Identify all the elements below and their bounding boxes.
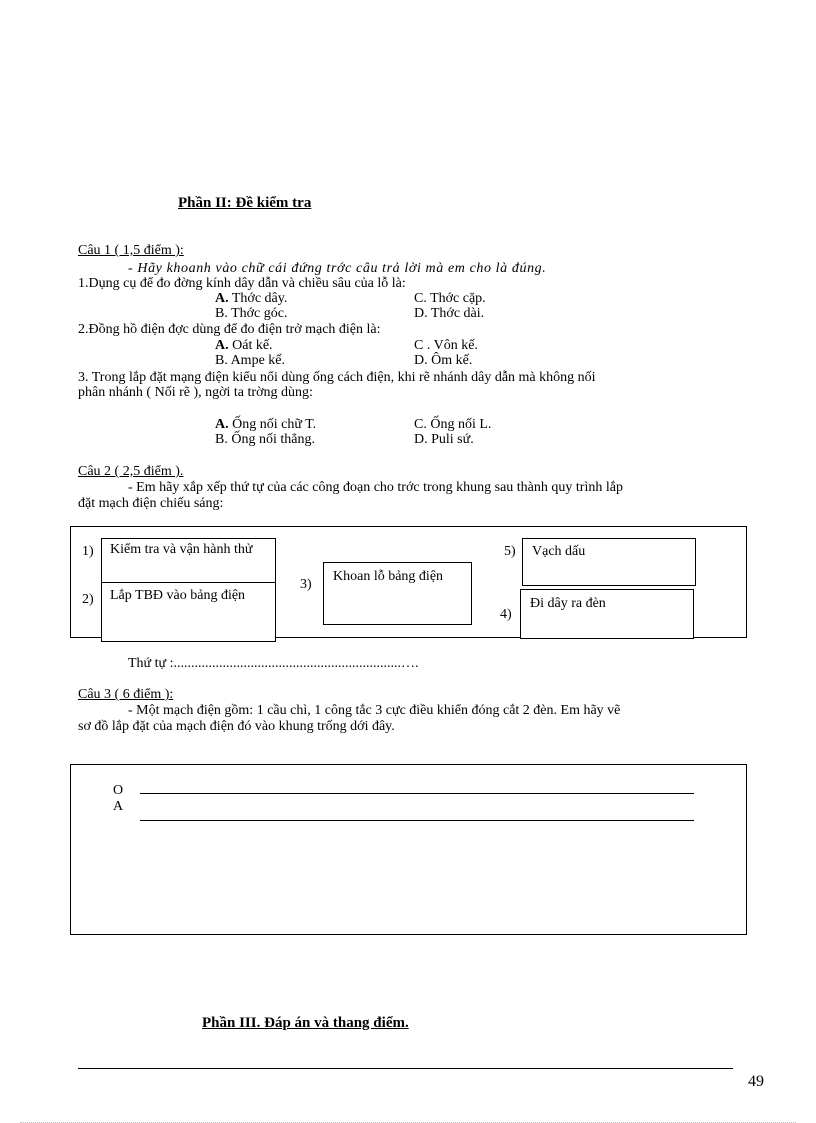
q1-item2-option-b[interactable]: B. Ampe kế. bbox=[215, 353, 285, 368]
step-box-5 bbox=[522, 538, 696, 586]
q3-instruction-line1: - Một mạch điện gồm: 1 cầu chì, 1 công tắc 3 cực điều khiển đóng cắt 2 đèn. Em hãy vẽ bbox=[128, 703, 621, 718]
q1-item1-option-b[interactable]: B. Thớc góc. bbox=[215, 306, 288, 321]
q1-item1-option-c[interactable]: C. Thớc cặp. bbox=[414, 291, 486, 306]
q1-item3-option-a[interactable] bbox=[215, 417, 316, 432]
order-answer-line[interactable]: Thứ tự :.................................................................…. bbox=[128, 656, 419, 671]
wire-line-o bbox=[140, 793, 694, 794]
step-text: Đi dây ra đèn bbox=[530, 596, 606, 611]
option-letter: A. bbox=[215, 338, 229, 353]
option-text: Ống nối chữ T. bbox=[228, 417, 317, 432]
q3-heading: Câu 3 ( 6 điểm ): bbox=[78, 687, 174, 702]
part2-title: Phần II: Đề kiểm tra bbox=[178, 195, 312, 211]
wire-line-a bbox=[140, 820, 694, 821]
q1-item3-stem-cont: phân nhánh ( Nối rẽ ), ngời ta trờng dùng: bbox=[78, 385, 313, 400]
part3-title: Phần III. Đáp án và thang điểm. bbox=[202, 1015, 409, 1031]
option-letter: A. bbox=[215, 417, 229, 432]
step-text: Khoan lỗ bảng điện bbox=[333, 569, 444, 584]
step-box-1 bbox=[101, 538, 276, 584]
step-box-2 bbox=[101, 582, 276, 642]
step-text: Lắp TBĐ vào bảng điện bbox=[110, 588, 246, 603]
step-number: 3) bbox=[300, 577, 312, 592]
step-number: 5) bbox=[504, 544, 516, 559]
page-number: 49 bbox=[748, 1073, 764, 1090]
q1-item3-option-b[interactable]: B. Ống nối thẳng. bbox=[215, 432, 315, 447]
option-text: Oát kế. bbox=[228, 338, 273, 353]
q2-heading: Câu 2 ( 2,5 điểm ). bbox=[78, 464, 184, 479]
step-text: Vạch dấu bbox=[532, 544, 586, 559]
q1-item2-option-d[interactable]: D. Ôm kế. bbox=[414, 353, 473, 368]
q2-instruction-line2: đặt mạch điện chiếu sáng: bbox=[78, 496, 224, 511]
q1-heading: Câu 1 ( 1,5 điểm ): bbox=[78, 243, 184, 258]
option-text: Thớc dây. bbox=[228, 291, 288, 306]
step-number: 2) bbox=[82, 592, 94, 607]
step-number: 4) bbox=[500, 607, 512, 622]
step-number: 1) bbox=[82, 544, 94, 559]
step-box-3 bbox=[323, 562, 472, 625]
option-letter: A. bbox=[215, 291, 229, 306]
q3-instruction-line2: sơ đồ lắp đặt của mạch điện đó vào khung trống dới đây. bbox=[78, 719, 395, 734]
q1-item3-stem: 3. Trong lắp đặt mạng điện kiểu nổi dùng ống cách điện, khi rẽ nhánh dây dẫn mà không nối bbox=[78, 370, 596, 385]
q1-item2-option-c[interactable]: C . Vôn kế. bbox=[414, 338, 478, 353]
q1-item3-option-c[interactable]: C. Ống nối L. bbox=[414, 417, 492, 432]
wire-label-o: O bbox=[113, 783, 124, 798]
q1-item2-option-a[interactable] bbox=[215, 338, 273, 353]
step-text: Kiểm tra và vận hành thử bbox=[110, 542, 253, 557]
step-box-4 bbox=[520, 589, 694, 639]
footer-rule bbox=[78, 1068, 733, 1069]
q1-item1-stem: 1.Dụng cụ để đo đờng kính dây dẫn và chiều sâu của lỗ là: bbox=[78, 276, 406, 291]
q2-instruction-line1: - Em hãy xắp xếp thứ tự của các công đoạn cho trớc trong khung sau thành quy trình lắp bbox=[128, 480, 623, 495]
q1-item1-option-d[interactable]: D. Thớc dài. bbox=[414, 306, 485, 321]
q1-item1-option-a[interactable] bbox=[215, 291, 287, 306]
q1-item3-option-d[interactable]: D. Puli sứ. bbox=[414, 432, 474, 447]
q1-item2-stem: 2.Đồng hồ điện đợc dùng để đo điện trở mạch điện là: bbox=[78, 322, 381, 337]
q3-drawing-frame[interactable] bbox=[70, 764, 747, 935]
wire-label-a: A bbox=[113, 799, 124, 814]
q1-instruction: - Hãy khoanh vào chữ cái đứng trớc câu trả lời mà em cho là đúng. bbox=[128, 261, 547, 276]
